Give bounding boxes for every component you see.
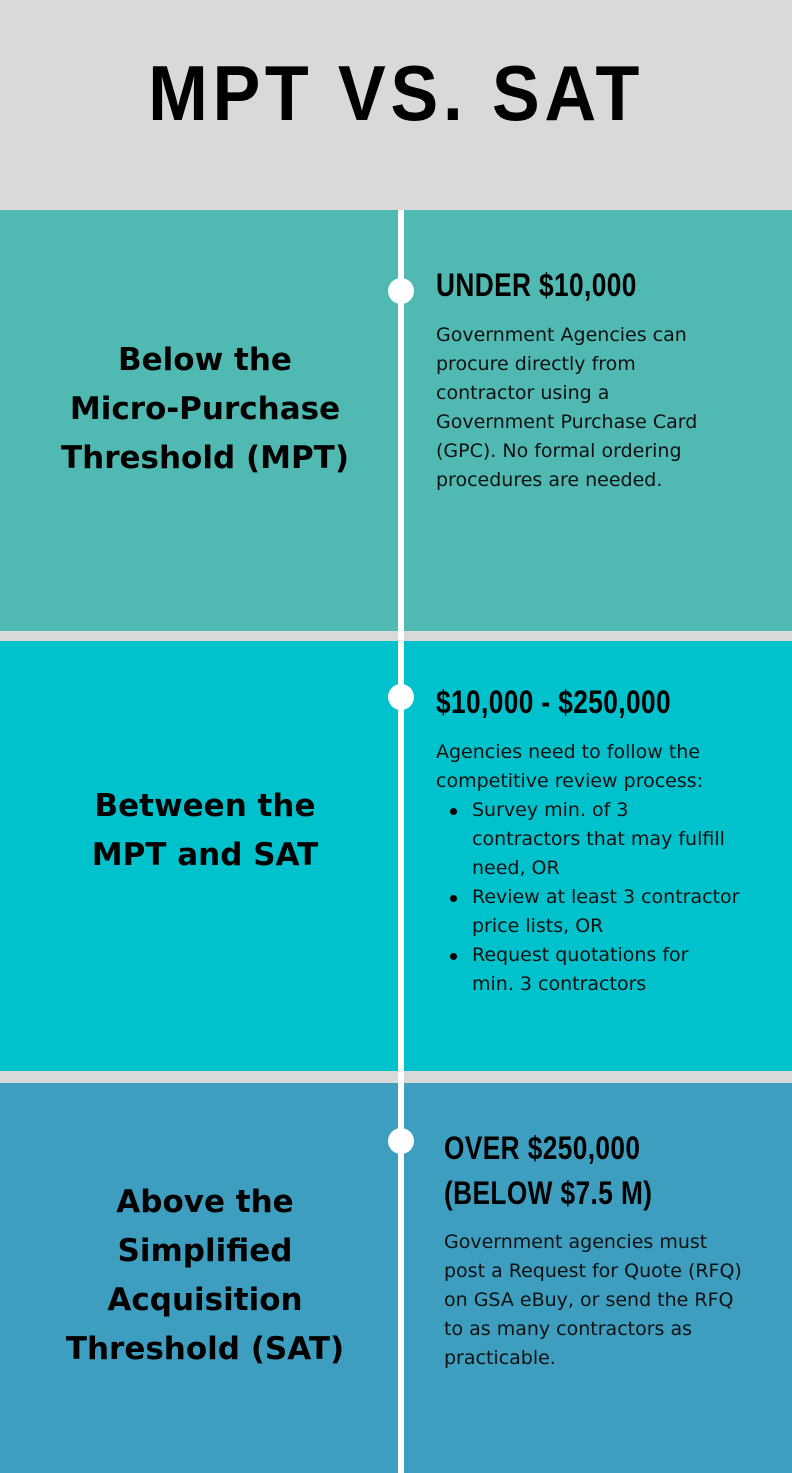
body-line: to as many contractors as (444, 1318, 693, 1340)
bullet-line: need, OR (472, 857, 560, 879)
body-line: Government Agencies can (436, 324, 687, 346)
page-title: MPT VS. SAT (148, 49, 644, 137)
header (0, 0, 792, 210)
section-heading: $10,000 - $250,000 (436, 684, 671, 720)
section-body (436, 738, 776, 999)
requirements-list (436, 796, 776, 999)
timeline-dot-icon (388, 278, 414, 304)
body-line: procedures are needed. (436, 469, 663, 491)
label-line: Below the (118, 342, 292, 378)
body-line: Government Purchase Card (436, 411, 698, 433)
body-line: competitive review process: (436, 770, 704, 792)
timeline-line (398, 210, 404, 1473)
bullet-line: Review at least 3 contractor (472, 886, 740, 908)
body-line: on GSA eBuy, or send the RFQ (444, 1289, 734, 1311)
body-line: Government agencies must (444, 1231, 708, 1253)
bullet-line: Request quotations for (472, 944, 689, 966)
body-line: practicable. (444, 1347, 556, 1369)
label-line: Above the (116, 1184, 294, 1220)
section-label (0, 782, 410, 880)
body-line: contractor using a (436, 382, 610, 404)
label-line: Threshold (MPT) (60, 440, 349, 476)
section-heading: UNDER $10,000 (436, 267, 637, 303)
label-line: Threshold (SAT) (65, 1331, 345, 1367)
bullet-line: min. 3 contractors (472, 973, 647, 995)
list-item (436, 796, 776, 883)
heading-line: (BELOW $7.5 M) (444, 1175, 653, 1211)
label-line: Simplified (117, 1233, 293, 1269)
bullet-line: contractors that may fulfill (472, 828, 725, 850)
section-label (0, 336, 410, 483)
section-label (0, 1178, 410, 1374)
body-line: post a Request for Quote (RFQ) (444, 1260, 742, 1282)
list-item (436, 883, 776, 941)
list-item (436, 941, 776, 999)
section-body (444, 1228, 742, 1373)
section-mpt (0, 210, 792, 631)
body-line: Agencies need to follow the (436, 741, 701, 763)
bullet-line: price lists, OR (472, 915, 604, 937)
label-line: MPT and SAT (91, 837, 319, 873)
label-line: Micro-Purchase (69, 391, 341, 427)
label-line: Between the (94, 788, 316, 824)
timeline-dot-icon (388, 1128, 414, 1154)
section-body (436, 321, 697, 495)
timeline-dot-icon (388, 684, 414, 710)
heading-line: OVER $250,000 (444, 1130, 641, 1166)
body-line: (GPC). No formal ordering (436, 440, 682, 462)
bullet-line: Survey min. of 3 (472, 799, 629, 821)
label-line: Acquisition (107, 1282, 303, 1318)
section-heading (444, 1126, 652, 1216)
body-line: procure directly from (436, 353, 636, 375)
